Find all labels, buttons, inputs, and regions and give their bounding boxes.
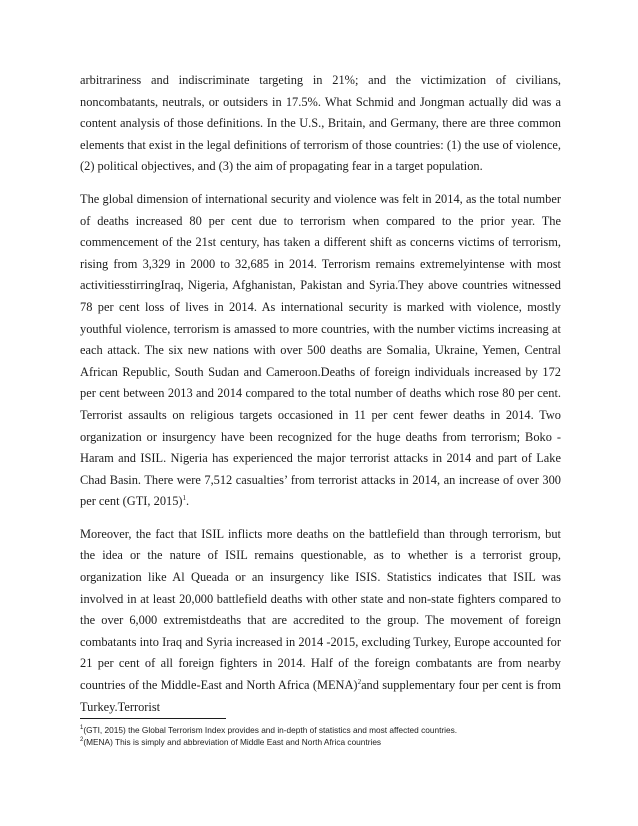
- footnote-separator: [80, 718, 226, 719]
- footnotes: [80, 724, 561, 748]
- paragraph-2-end: .: [186, 494, 190, 509]
- footnote-1-text: (GTI, 2015) the Global Terrorism Index provides and in-depth of statistics and most affected countries.: [83, 725, 458, 735]
- paragraph-3-text-b: and supplementary four per cent is from Turkey.Terrorist: [80, 678, 562, 714]
- footnote-2-text: (MENA) This is simply and abbreviation of Middle East and North Africa countries: [83, 737, 382, 747]
- footnote-2: [80, 736, 561, 748]
- paragraph-1: arbitrariness and indiscriminate targeting in 21%; and the victimization of civilians, noncombatants, neutrals, or outsiders in 17.5%. What Schmid and Jongman actually did was a content analysis of those definitions. In the U.S., Britain, and Germany, there are three common elements that exist in the legal definitions of terrorism of those countries: (1) the use of violence, (2) political objectives, and (3) the aim of propagating fear in a target population.: [80, 73, 561, 174]
- footnote-1: [80, 724, 561, 736]
- footnote-ref-1: 1: [182, 494, 187, 503]
- paragraph-3-text-a: Moreover, the fact that ISIL inflicts more deaths on the battlefield than through terrorism, but the idea or the nature of ISIL remains questionable, as to whether is a terrorist group, organization like Al Queada or an insurgency like ISIS. Statistics indicates that ISIL was involved in at least 20,000 battlefield deaths with other state and non-state fighters compared to the over 6,000 extremistdeaths that are accredited to the group. The movement of foreign combatants into Iraq and Syria increased in 2014 -2015, excluding Turkey, Europe accounted for 21 per cent of all foreign fighters in 2014. Half of the foreign combatants are from nearby countries of the Middle-East and North Africa (MENA): [80, 526, 561, 693]
- paragraph-2-text: The global dimension of international security and violence was felt in 2014, as the total number of deaths increased 80 per cent due to terrorism when compared to the prior year. The commencement of the 21st century, has taken a different shift as concerns victims of terrorism, rising from 3,329 in 2000 to 32,685 in 2014. Terrorism remains extremelyintense with most activitiesstirringIraq, Nigeria, Afghanistan, Pakistan and Syria.They above countries witnessed 78 per cent loss of lives in 2014. As international security is marked with violence, mostly youthful violence, terrorism is amassed to more countries, with the number victims increasing at each attack. The six new nations with over 500 deaths are Somalia, Ukraine, Yemen, Central African Republic, South Sudan and Cameroon.Deaths of foreign individuals increased by 172 per cent between 2013 and 2014 compared to the total number of deaths which rose 80 per cent. Terrorist assaults on religious targets occasioned in 11 per cent fewer deaths in 2014. Two organization or insurgency have been recognized for the huge deaths from terrorism; Boko - Haram and ISIL. Nigeria has experienced the major terrorist attacks in 2014 and part of Lake Chad Basin. There were 7,512 casualties’ from terrorist attacks in 2014, an increase of over 300 per cent (GTI, 2015): [80, 191, 561, 509]
- paragraph-3: [80, 524, 561, 718]
- footnote-2-marker: 2: [80, 737, 84, 744]
- footnote-ref-2: 2: [357, 677, 362, 686]
- footnote-1-marker: 1: [80, 725, 84, 732]
- paragraph-2: [80, 189, 561, 513]
